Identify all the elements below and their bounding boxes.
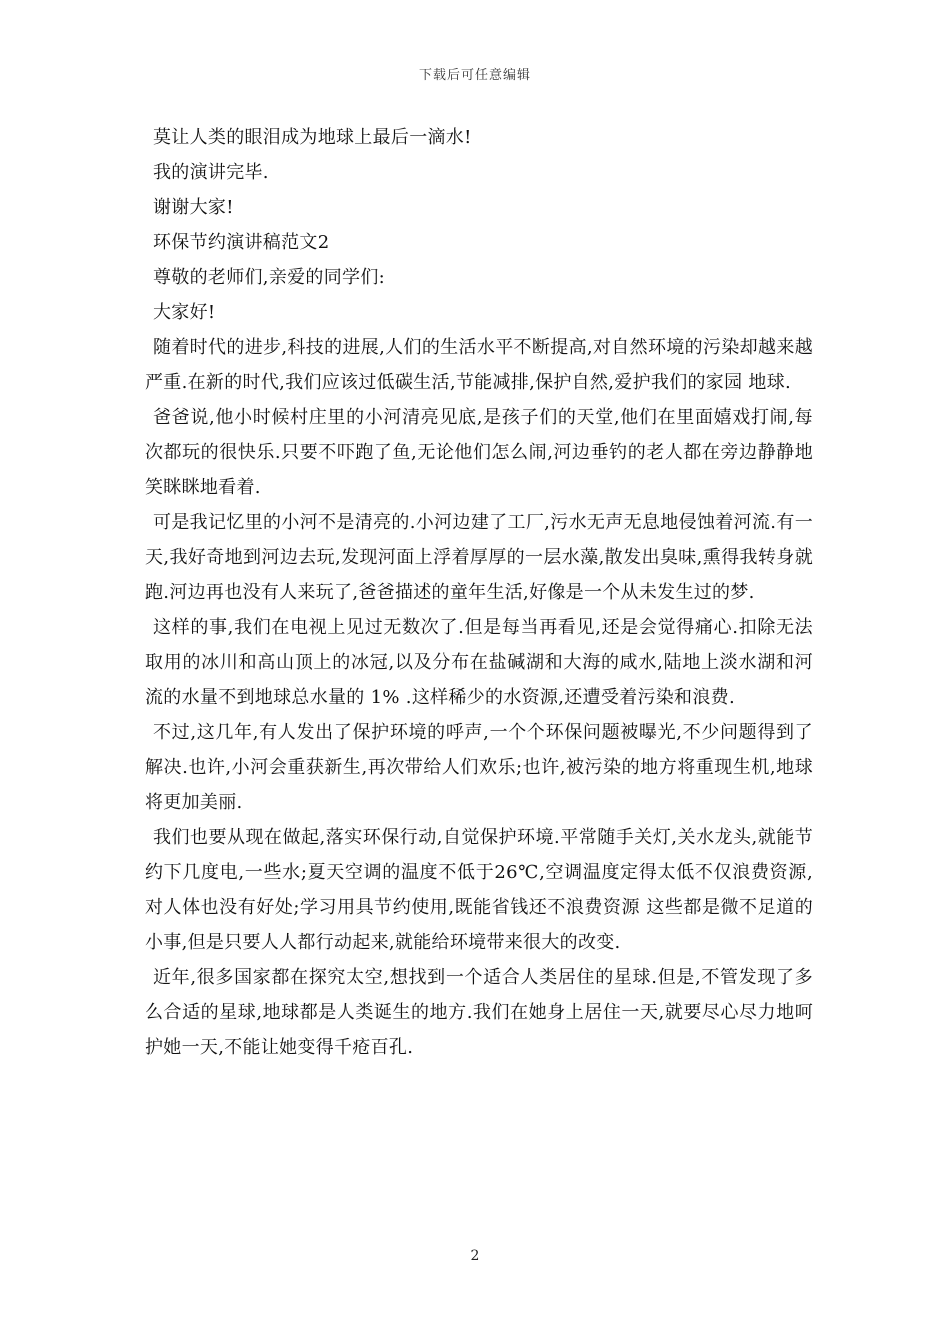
paragraph: 我们也要从现在做起,落实环保行动,自觉保护环境.平常随手关灯,关水龙头,就能节约下几度电,一些水;夏天空调的温度不低于26℃,空调温度定得太低不仅浪费资源,对人体也没有好处;学习用具节约使用,既能省钱还不浪费资源 这些都是微不足道的小事,但是只要人人都行动起来,就能给环境带来很大的改变. bbox=[145, 827, 813, 953]
paragraph: 随着时代的进步,科技的进展,人们的生活水平不断提高,对自然环境的污染却越来越严重.在新的时代,我们应该过低碳生活,节能减排,保护自然,爱护我们的家园 地球. bbox=[145, 337, 813, 393]
paragraph: 可是我记忆里的小河不是清亮的.小河边建了工厂,污水无声无息地侵蚀着河流.有一天,我好奇地到河边去玩,发现河面上浮着厚厚的一层水藻,散发出臭味,熏得我转身就跑.河边再也没有人来玩了,爸爸描述的童年生活,好像是一个从未发生过的梦. bbox=[145, 512, 813, 603]
salutation: 尊敬的老师们,亲爱的同学们: bbox=[153, 267, 385, 288]
page-number: 2 bbox=[470, 1248, 480, 1264]
document-body bbox=[145, 120, 813, 1065]
paragraph: 这样的事,我们在电视上见过无数次了.但是每当再看见,还是会觉得痛心.扣除无法取用的冰川和高山顶上的冰冠,以及分布在盐碱湖和大海的咸水,陆地上淡水湖和河流的水量不到地球总水量的 1% .这样稀少的水资源,还遭受着污染和浪费. bbox=[145, 617, 813, 708]
paragraph: 谢谢大家! bbox=[153, 197, 234, 218]
paragraph: 我的演讲完毕. bbox=[153, 162, 269, 183]
page-header: 下载后可任意编辑 bbox=[418, 68, 531, 83]
paragraph: 莫让人类的眼泪成为地球上最后一滴水! bbox=[153, 127, 472, 148]
paragraph: 爸爸说,他小时候村庄里的小河清亮见底,是孩子们的天堂,他们在里面嬉戏打闹,每次都玩的很快乐.只要不吓跑了鱼,无论他们怎么闹,河边垂钓的老人都在旁边静静地笑眯眯地看着. bbox=[145, 407, 813, 498]
greeting: 大家好! bbox=[153, 302, 216, 323]
paragraph: 近年,很多国家都在探究太空,想找到一个适合人类居住的星球.但是,不管发现了多么合适的星球,地球都是人类诞生的地方.我们在她身上居住一天,就要尽心尽力地呵护她一天,不能让她变得千疮百孔. bbox=[145, 967, 813, 1058]
section-title: 环保节约演讲稿范文2 bbox=[153, 232, 330, 253]
paragraph: 不过,这几年,有人发出了保护环境的呼声,一个个环保问题被曝光,不少问题得到了解决.也许,小河会重获新生,再次带给人们欢乐;也许,被污染的地方将重现生机,地球将更加美丽. bbox=[145, 722, 813, 813]
